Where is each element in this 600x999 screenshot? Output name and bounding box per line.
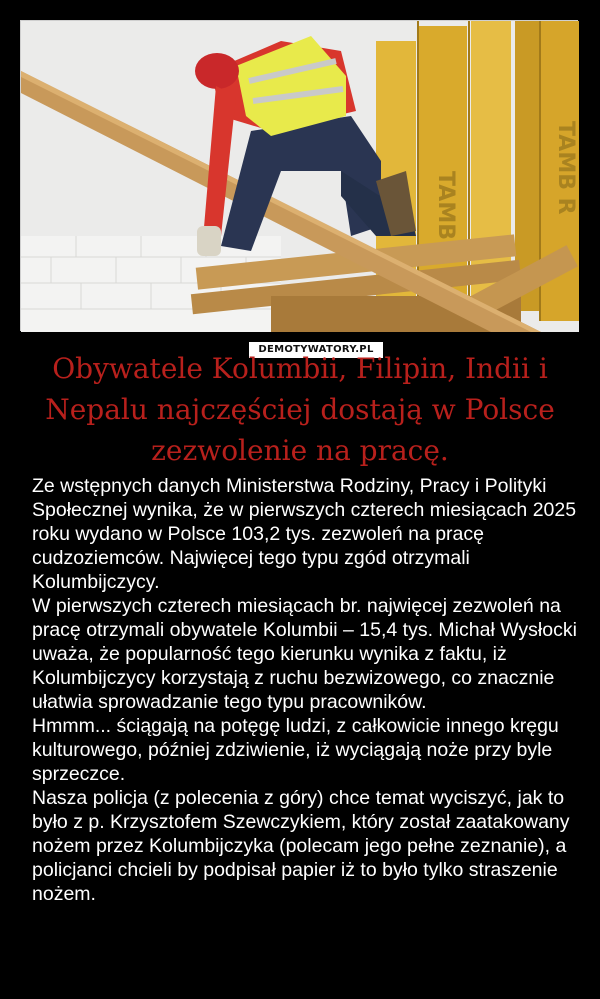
paragraph: W pierwszych czterech miesiącach br. najwięcej zezwoleń na pracę otrzymali obywatele Kolumbii – 15,4 tys. Michał Wysłocki uważa, że popularność tego kierunku wynika z faktu, iż Kolumbijczycy korzystają z ruchu bezwizowego, co znacznie ułatwia sprowadzanie tego typu pracowników.: [32, 595, 577, 713]
construction-worker-photo: [21, 21, 579, 332]
photo-frame: [20, 20, 578, 355]
headline: Obywatele Kolumbii, Filipin, Indii i Nepalu najczęściej dostają w Polsce zezwolenie na pracę.: [45, 352, 555, 467]
body-text: [32, 474, 577, 906]
watermark-label: DEMOTYWATORY.PL: [249, 342, 383, 358]
paragraph: Hmmm... ściągają na potęgę ludzi, z całkowicie innego kręgu kulturowego, później zdziwienie, iż wyciągają noże przy byle sprzeczce.: [32, 715, 559, 785]
paragraph: Ze wstępnych danych Ministerstwa Rodziny, Pracy i Polityki Społecznej wynika, że w pierwszych czterech miesiącach 2025 roku wydano w Polsce 103,2 tys. zezwoleń na pracę cudzoziemców. Najwięcej tego typu zgód otrzymali Kolumbijczycy.: [32, 475, 577, 593]
paragraph: Nasza policja (z polecenia z góry) chce temat wyciszyć, jak to było z p. Krzysztofem Szewczykiem, który został zaatakowany nożem przez Kolumbijczyka (polecam jego pełne zeznanie), a policjanci chcieli by podpisał papier iż to było tylko straszenie nożem.: [32, 787, 570, 905]
formwork-label-2: TAMB R: [553, 121, 578, 215]
formwork-label-1: TAMB: [433, 171, 458, 240]
